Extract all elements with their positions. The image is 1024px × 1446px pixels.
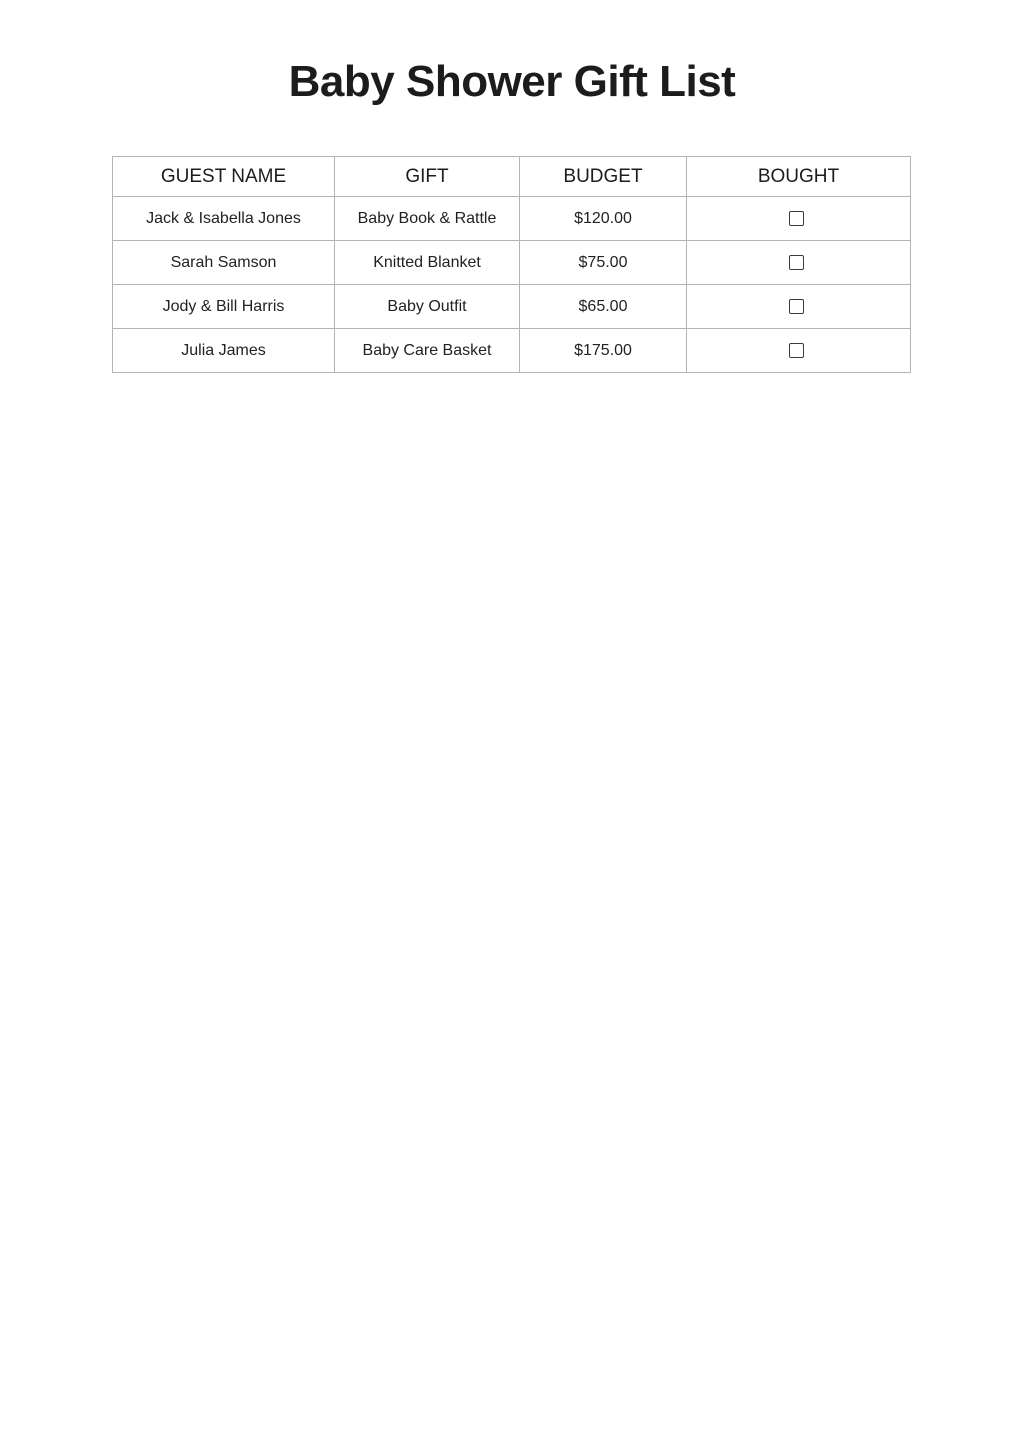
guest-name-cell: Jody & Bill Harris xyxy=(113,285,335,329)
gift-cell: Baby Book & Rattle xyxy=(335,197,520,241)
budget-cell: $175.00 xyxy=(520,329,687,373)
bought-checkbox[interactable] xyxy=(789,299,804,314)
guest-name-cell: Jack & Isabella Jones xyxy=(113,197,335,241)
bought-cell xyxy=(687,241,911,285)
table-header-row xyxy=(113,157,911,197)
gift-cell: Baby Outfit xyxy=(335,285,520,329)
column-header-budget: BUDGET xyxy=(520,157,687,197)
bought-checkbox[interactable] xyxy=(789,211,804,226)
table-row xyxy=(113,241,911,285)
bought-checkbox[interactable] xyxy=(789,343,804,358)
gift-cell: Baby Care Basket xyxy=(335,329,520,373)
column-header-gift: GIFT xyxy=(335,157,520,197)
guest-name-cell: Sarah Samson xyxy=(113,241,335,285)
bought-cell xyxy=(687,197,911,241)
budget-cell: $75.00 xyxy=(520,241,687,285)
table-row xyxy=(113,329,911,373)
page-title: Baby Shower Gift List xyxy=(288,57,736,106)
gift-table xyxy=(112,156,911,373)
column-header-bought: BOUGHT xyxy=(687,157,911,197)
budget-cell: $120.00 xyxy=(520,197,687,241)
table-row xyxy=(113,285,911,329)
budget-cell: $65.00 xyxy=(520,285,687,329)
bought-cell xyxy=(687,329,911,373)
table-row xyxy=(113,197,911,241)
bought-cell xyxy=(687,285,911,329)
gift-cell: Knitted Blanket xyxy=(335,241,520,285)
guest-name-cell: Julia James xyxy=(113,329,335,373)
bought-checkbox[interactable] xyxy=(789,255,804,270)
column-header-guest-name: GUEST NAME xyxy=(113,157,335,197)
